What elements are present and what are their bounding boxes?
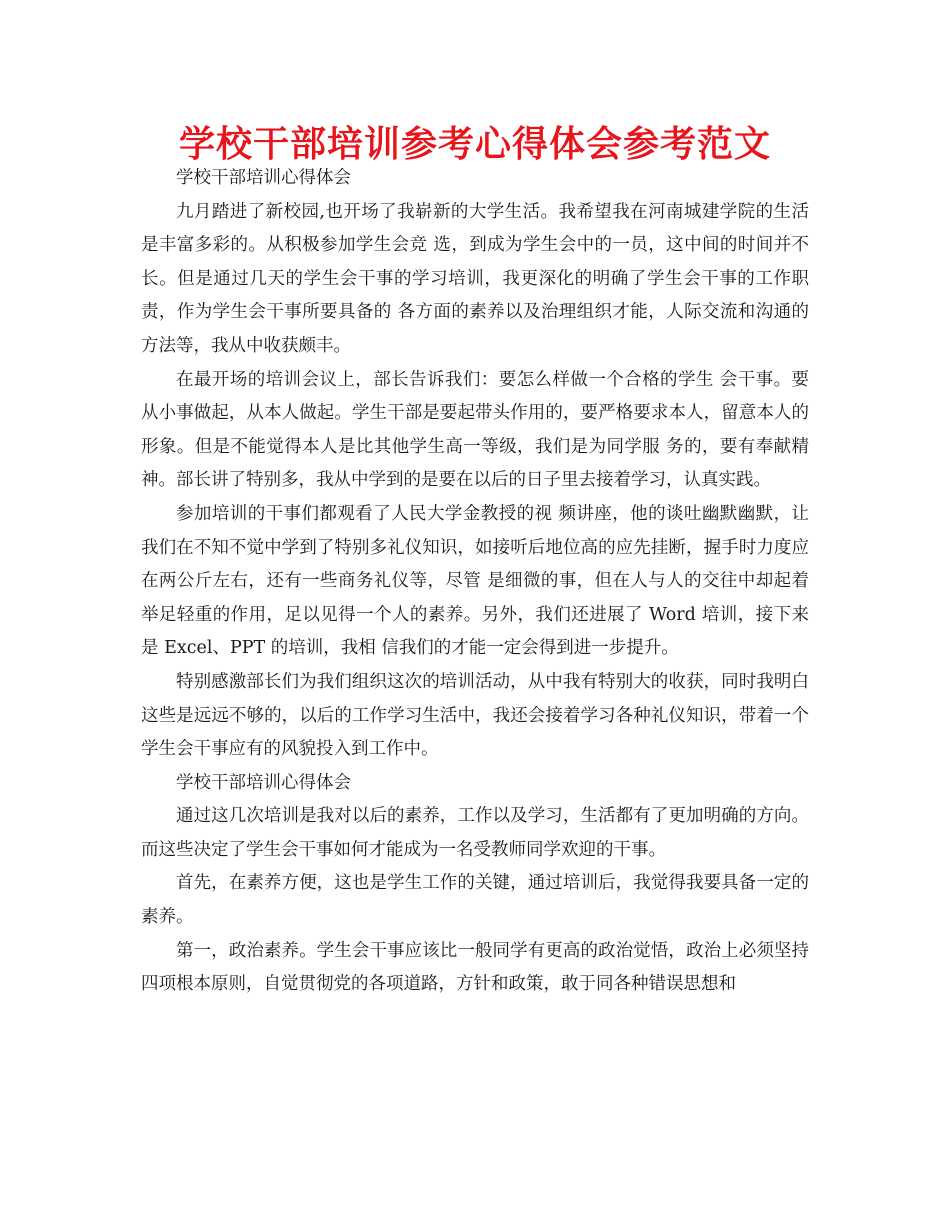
body-paragraph: 九月踏进了新校园,也开场了我崭新的大学生活。我希望我在河南城建学院的生活是丰富多彩的。从积极参加学生会竞 选，到成为学生会中的一员，这中间的时间并不长。但是通过几天的学生会干事的学习培训，我更深化的明确了学生会干事的工作职责，作为学生会干事所要具备的 各方面的素养以及治理组织才能，人际交流和沟通的方法等，我从中收获颇丰。: [141, 201, 809, 356]
body-paragraph: 首先，在素养方便，这也是学生工作的关键，通过培训后，我觉得我要具备一定的素养。: [141, 873, 809, 928]
document-title: 学校干部培训参考心得体会参考范文: [178, 124, 771, 165]
body-paragraph: 第一，政治素养。学生会干事应该比一般同学有更高的政治觉悟，政治上必须坚持四项根本原则，自觉贯彻党的各项道路，方针和政策，敢于同各种错误思想和: [141, 940, 809, 995]
body-paragraph: 通过这几次培训是我对以后的素养，工作以及学习，生活都有了更加明确的方向。而这些决定了学生会干事如何才能成为一名受教师同学欢迎的干事。: [141, 806, 809, 860]
body-paragraph: 特别感激部长们为我们组织这次的培训活动，从中我有特别大的收获，同时我明白这些是远远不够的，以后的工作学习生活中，我还会接着学习各种礼仪知识，带着一个学生会干事应有的风貌投入到工作中。: [141, 671, 809, 760]
body-paragraph: 参加培训的干事们都观看了人民大学金教授的视 频讲座，他的谈吐幽默幽默，让我们在不知不觉中学到了特别多礼仪知识，如接听后地位高的应先挂断，握手时力度应在两公斤左右，还有一些商务礼仪等，尽管 是细微的事，但在人与人的交往中却起着举足轻重的作用，足以见得一个人的素养。另外，我们还进展了 Word 培训，接下来是 Excel、PPT 的培训，我相 信我们的才能一定会得到进一步提升。: [141, 503, 809, 659]
section-heading: 学校干部培训心得体会: [176, 772, 351, 793]
body-paragraph: 在最开场的培训会议上，部长告诉我们：要怎么样做一个合格的学生 会干事。要从小事做起，从本人做起。学生干部是要起带头作用的，要严格要求本人，留意本人的形象。但是不能觉得本人是比其他学生高一等级，我们是为同学服 务的，要有奉献精神。部长讲了特别多，我从中学到的是要在以后的日子里去接着学习，认真实践。: [141, 369, 809, 491]
section-heading: 学校干部培训心得体会: [176, 168, 351, 188]
document-body: [141, 162, 809, 1002]
